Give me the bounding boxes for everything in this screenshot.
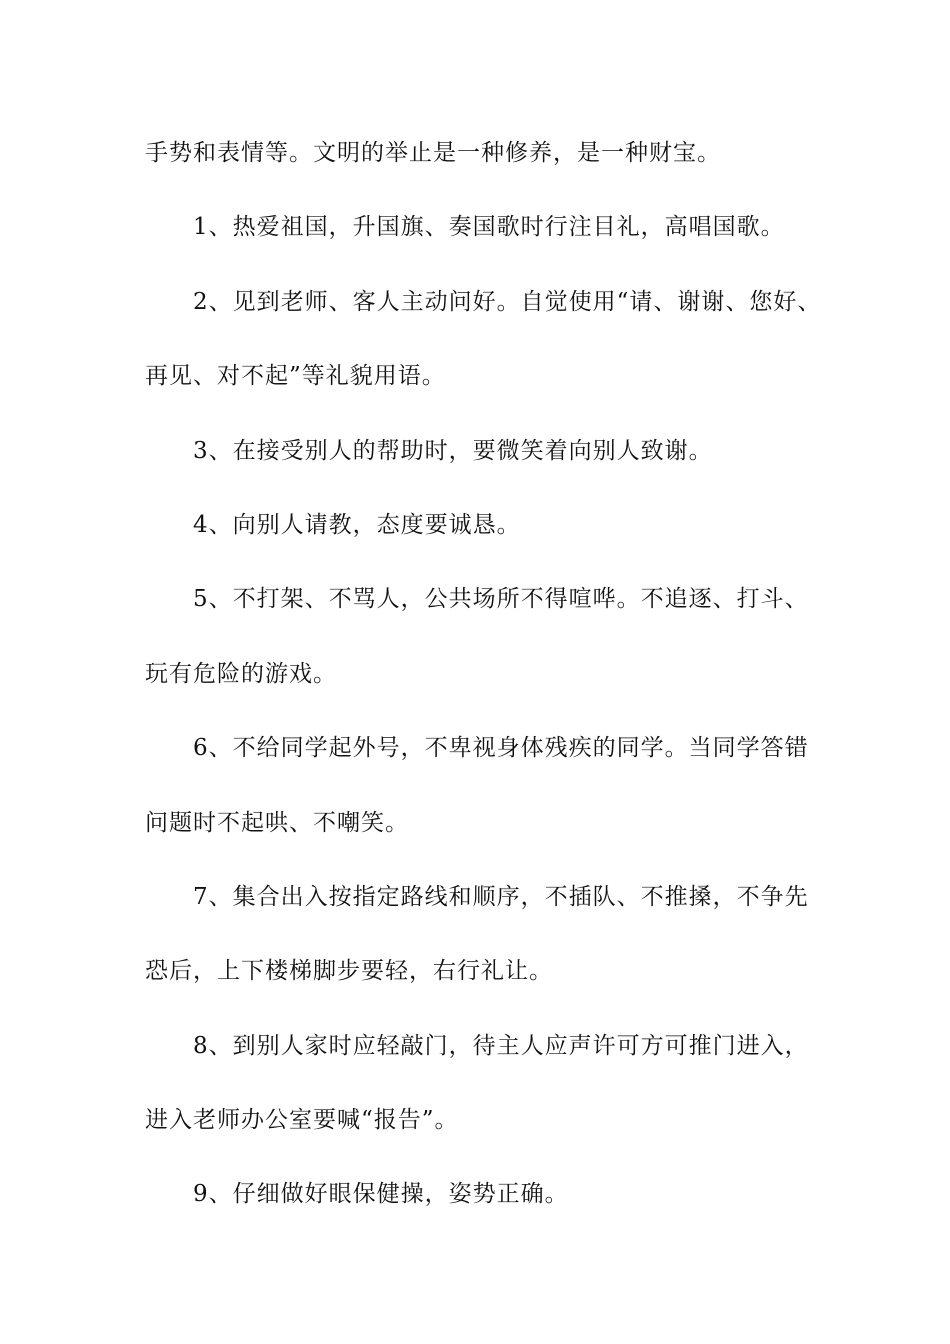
rule-8-continuation: 进入老师办公室要喊“报告”。: [145, 1107, 459, 1134]
rule-3: 3、在接受别人的帮助时，要微笑着向别人致谢。: [193, 437, 713, 464]
document-body: [145, 130, 835, 1246]
rule-1: 1、热爱祖国，升国旗、奏国歌时行注目礼，高唱国歌。: [193, 214, 785, 241]
rule-4: 4、向别人请教，态度要诚恳。: [193, 511, 521, 538]
paragraph-continuation: 手势和表情等。文明的举止是一种修养，是一种财宝。: [145, 140, 721, 166]
rule-6: 6、不给同学起外号，不卑视身体残疾的同学。当同学答错: [193, 735, 809, 762]
rule-8: 8、到别人家时应轻敲门，待主人应声许可方可推门进入，: [193, 1032, 809, 1059]
rule-9: 9、仔细做好眼保健操，姿势正确。: [193, 1181, 569, 1208]
rule-6-continuation: 问题时不起哄、不嘲笑。: [145, 809, 409, 836]
rule-5-continuation: 玩有危险的游戏。: [145, 660, 337, 687]
rule-2-continuation: 再见、对不起”等礼貌用语。: [145, 363, 446, 390]
rule-7-continuation: 恐后，上下楼梯脚步要轻，右行礼让。: [145, 958, 553, 985]
rule-2: 2、见到老师、客人主动问好。自觉使用“请、谢谢、您好、: [193, 288, 822, 315]
rule-7: 7、集合出入按指定路线和顺序，不插队、不推搡，不争先: [193, 883, 809, 910]
rule-5: 5、不打架、不骂人，公共场所不得喧哗。不追逐、打斗、: [193, 586, 809, 613]
